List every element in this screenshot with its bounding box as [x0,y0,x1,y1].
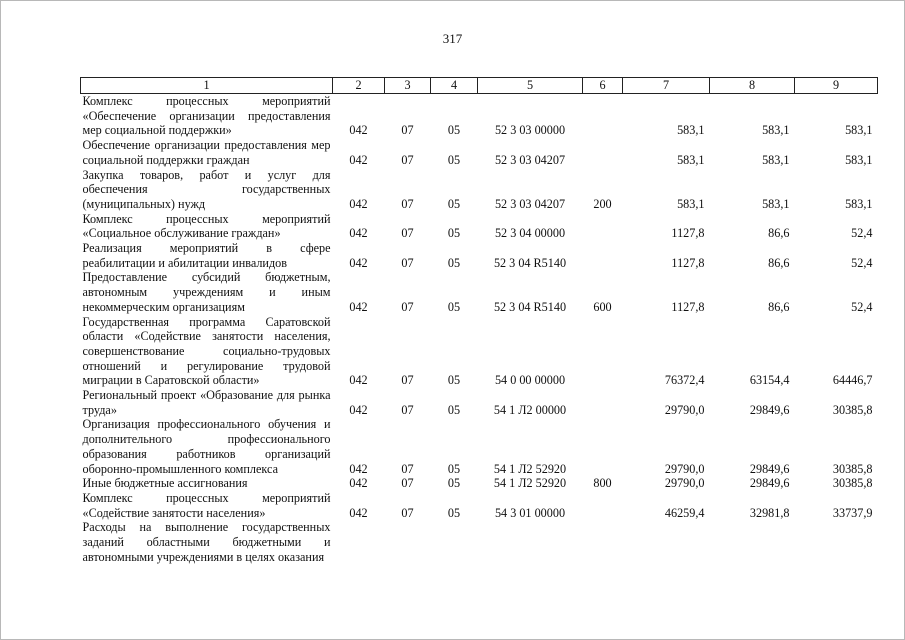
table-row [81,315,878,389]
expense-name-cell: Организация профессионального обучения и дополнительного профессионального образования работников организаций оборонно-промышленного комплекса [82,417,331,476]
amount-year1-cell [623,520,710,564]
expense-name-cell: Комплекс процессных мероприятий «Содействие занятости населения» [82,490,331,520]
amount-year2-cell: 583,1 [762,123,790,138]
expense-type-cell [583,491,623,520]
section-code-cell: 07 [401,152,414,167]
amount-year2-cell: 29849,6 [749,402,790,417]
amount-year3-cell: 30385,8 [832,402,873,417]
section-code-cell: 07 [401,299,414,314]
subsection-code-cell: 05 [447,196,461,211]
amount-year2-cell: 29849,6 [749,461,790,476]
amount-year2-cell: 86,6 [768,299,790,314]
subsection-code-cell: 05 [447,123,461,138]
amount-year2-cell: 32981,8 [749,505,790,520]
subsection-code-cell: 05 [447,152,461,167]
amount-year1-cell: 583,1 [677,196,705,211]
target-article-cell: 52 3 04 00000 [494,226,566,241]
column-header: 7 [623,78,710,94]
amount-year3-cell [795,520,878,564]
target-article-cell: 54 1 Л2 52920 [493,476,567,491]
table-row [81,138,878,167]
column-header: 5 [478,78,583,94]
target-article-cell: 52 3 03 04207 [494,152,566,167]
target-article-cell [478,520,583,564]
target-article-cell: 52 3 04 R5140 [493,299,567,314]
target-article-cell: 52 3 04 R5140 [493,255,567,270]
section-code-cell: 07 [401,226,414,241]
section-code-cell: 07 [401,505,414,520]
target-article-cell: 54 3 01 00000 [494,505,566,520]
expense-type-cell [583,417,623,476]
column-header: 9 [795,78,878,94]
subsection-code-cell: 05 [447,255,461,270]
amount-year1-cell: 76372,4 [664,373,705,388]
amount-year1-cell: 29790,0 [664,476,705,491]
expense-name-cell: Предоставление субсидий бюджетным, автономным учреждениям и иным некоммерческим организациям [82,270,331,314]
budget-table [80,77,878,565]
column-header: 1 [81,78,333,94]
expense-type-cell [583,138,623,167]
amount-year3-cell: 64446,7 [832,373,873,388]
expense-name-cell: Иные бюджетные ассигнования [82,476,248,491]
table-row [81,520,878,564]
target-article-cell: 54 1 Л2 00000 [493,402,567,417]
ministry-code-cell: 042 [349,226,368,241]
amount-year2-cell: 583,1 [762,152,790,167]
expense-name-cell: Комплекс процессных мероприятий «Обеспечение организации предоставления мер социальной поддержки» [82,94,331,138]
table-row [81,212,878,241]
expense-name-cell: Закупка товаров, работ и услуг для обеспечения государственных (муниципальных) нужд [82,167,331,211]
expense-name-cell: Комплекс процессных мероприятий «Социальное обслуживание граждан» [82,211,331,241]
expense-type-cell: 600 [593,299,612,314]
section-code-cell: 07 [401,402,414,417]
amount-year3-cell: 583,1 [845,196,873,211]
ministry-code-cell: 042 [349,505,368,520]
amount-year1-cell: 29790,0 [664,461,705,476]
ministry-code-cell: 042 [349,373,368,388]
amount-year1-cell: 583,1 [677,123,705,138]
section-code-cell: 07 [401,123,414,138]
section-code-cell: 07 [401,255,414,270]
expense-type-cell [583,388,623,417]
amount-year2-cell: 63154,4 [749,373,790,388]
amount-year2-cell [710,520,795,564]
ministry-code-cell: 042 [349,152,368,167]
subsection-code-cell: 05 [447,461,461,476]
table-row [81,417,878,476]
amount-year2-cell: 86,6 [768,226,790,241]
table-row [81,270,878,314]
expense-type-cell [583,315,623,389]
amount-year3-cell: 30385,8 [832,476,873,491]
section-code-cell: 07 [401,196,414,211]
table-row [81,476,878,491]
expense-name-cell: Реализация мероприятий в сфере реабилитации и абилитации инвалидов [82,241,331,270]
expense-name-cell: Расходы на выполнение государственных заданий областными бюджетными и автономными учреждениями в целях оказания [82,520,331,564]
amount-year3-cell: 52,4 [851,226,873,241]
subsection-code-cell: 05 [447,505,461,520]
subsection-code-cell: 05 [447,402,461,417]
target-article-cell: 54 1 Л2 52920 [493,461,567,476]
ministry-code-cell [333,520,385,564]
subsection-code-cell: 05 [447,226,461,241]
expense-name-cell: Обеспечение организации предоставления мер социальной поддержки граждан [82,138,331,167]
amount-year2-cell: 86,6 [768,255,790,270]
amount-year1-cell: 1127,8 [671,255,705,270]
expense-type-cell: 800 [593,476,612,491]
target-article-cell: 52 3 03 04207 [494,196,566,211]
column-header: 2 [333,78,385,94]
amount-year3-cell: 33737,9 [832,505,873,520]
section-code-cell: 07 [401,373,414,388]
amount-year2-cell: 29849,6 [749,476,790,491]
section-code-cell [385,520,431,564]
ministry-code-cell: 042 [349,476,368,491]
expense-name-cell: Региональный проект «Образование для рынка труда» [82,388,331,417]
ministry-code-cell: 042 [349,461,368,476]
ministry-code-cell: 042 [349,196,368,211]
subsection-code-cell [431,520,478,564]
expense-type-cell [583,212,623,241]
ministry-code-cell: 042 [349,255,368,270]
section-code-cell: 07 [401,476,414,491]
amount-year1-cell: 583,1 [677,152,705,167]
expense-type-cell [583,520,623,564]
amount-year3-cell: 52,4 [851,299,873,314]
target-article-cell: 52 3 03 00000 [494,123,566,138]
subsection-code-cell: 05 [447,373,461,388]
amount-year2-cell: 583,1 [762,196,790,211]
page-number: 317 [442,31,463,46]
amount-year1-cell: 1127,8 [671,299,705,314]
amount-year3-cell: 583,1 [845,123,873,138]
table-header-row [81,78,878,94]
expense-type-cell: 200 [593,196,612,211]
subsection-code-cell: 05 [447,476,461,491]
expense-type-cell [583,241,623,270]
section-code-cell: 07 [401,461,414,476]
table-row [81,168,878,212]
expense-type-cell [583,94,623,139]
table-row [81,94,878,139]
amount-year3-cell: 30385,8 [832,461,873,476]
amount-year1-cell: 29790,0 [664,402,705,417]
column-header: 4 [431,78,478,94]
column-header: 3 [385,78,431,94]
target-article-cell: 54 0 00 00000 [494,373,566,388]
amount-year3-cell: 52,4 [851,255,873,270]
table-row [81,491,878,520]
ministry-code-cell: 042 [349,299,368,314]
amount-year1-cell: 46259,4 [664,505,705,520]
ministry-code-cell: 042 [349,402,368,417]
column-header: 6 [583,78,623,94]
amount-year1-cell: 1127,8 [671,226,705,241]
subsection-code-cell: 05 [447,299,461,314]
table-row [81,241,878,270]
ministry-code-cell: 042 [349,123,368,138]
expense-name-cell: Государственная программа Саратовской области «Содействие занятости населения, совершенствование социально-трудовых отношений и регулирование трудовой миграции в Саратовской области» [82,314,331,388]
column-header: 8 [710,78,795,94]
table-row [81,388,878,417]
amount-year3-cell: 583,1 [845,152,873,167]
